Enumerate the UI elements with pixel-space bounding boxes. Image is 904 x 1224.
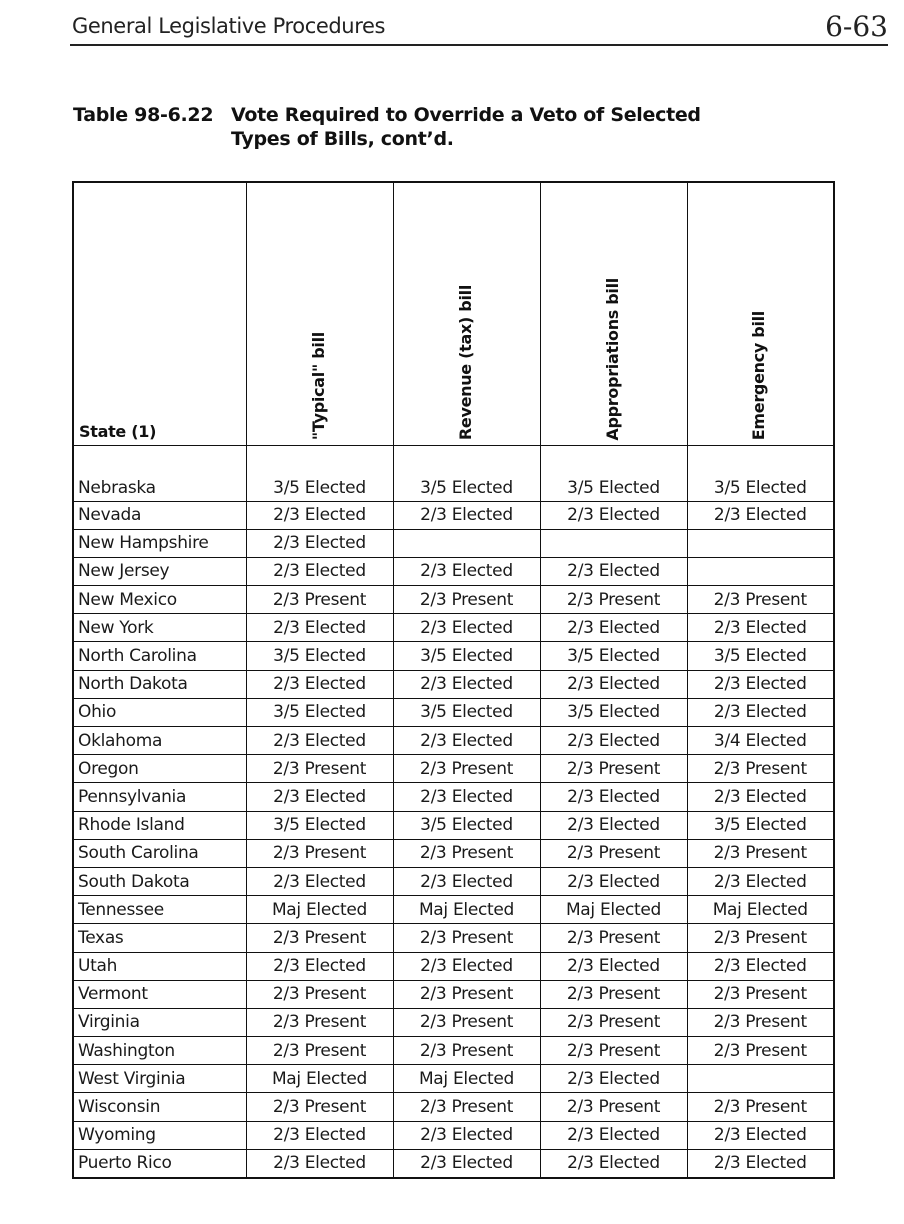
table-row: [73, 642, 834, 670]
table-row: [73, 529, 834, 557]
table-row: [73, 586, 834, 614]
vote-requirement-cell: 2/3 Present: [687, 1093, 834, 1121]
vote-requirement-cell: 2/3 Present: [540, 1093, 687, 1121]
table-row: [73, 867, 834, 895]
vote-requirement-cell: [687, 1065, 834, 1093]
vote-requirement-cell: 2/3 Present: [246, 1008, 393, 1036]
table-row: [73, 1065, 834, 1093]
state-name-cell: Texas: [73, 924, 246, 952]
vote-requirement-cell: 2/3 Elected: [393, 1149, 540, 1177]
table-row: [73, 811, 834, 839]
vote-requirement-cell: 2/3 Elected: [393, 501, 540, 529]
table-row: [73, 698, 834, 726]
vote-requirement-cell: 2/3 Present: [687, 924, 834, 952]
vote-requirement-cell: 3/5 Elected: [246, 642, 393, 670]
vote-requirement-cell: 2/3 Present: [246, 755, 393, 783]
vote-requirement-cell: 2/3 Present: [393, 1037, 540, 1065]
vote-requirement-cell: Maj Elected: [687, 896, 834, 924]
state-name-cell: New Hampshire: [73, 529, 246, 557]
table-row: [73, 501, 834, 529]
vote-requirement-cell: 3/5 Elected: [246, 445, 393, 501]
state-name-cell: Oklahoma: [73, 727, 246, 755]
column-header-label: State (1): [79, 421, 157, 441]
vote-requirement-cell: 3/4 Elected: [687, 727, 834, 755]
state-name-cell: North Dakota: [73, 670, 246, 698]
state-name-cell: Vermont: [73, 980, 246, 1008]
vote-requirement-cell: 2/3 Elected: [246, 727, 393, 755]
state-name-cell: Nevada: [73, 501, 246, 529]
vote-requirement-cell: 3/5 Elected: [687, 445, 834, 501]
state-name-cell: Puerto Rico: [73, 1149, 246, 1177]
vote-requirement-cell: 3/5 Elected: [540, 698, 687, 726]
vote-requirement-cell: 2/3 Present: [246, 839, 393, 867]
table-row: [73, 614, 834, 642]
vote-requirement-cell: 2/3 Elected: [687, 1121, 834, 1149]
vote-requirement-cell: 2/3 Present: [540, 755, 687, 783]
column-header-appropriations-bill: [540, 182, 687, 445]
vote-requirement-cell: 2/3 Elected: [540, 952, 687, 980]
column-header-label: Emergency bill: [749, 311, 769, 441]
table-header-row: [73, 182, 834, 445]
vote-requirement-cell: 2/3 Present: [393, 980, 540, 1008]
vote-requirement-cell: 2/3 Present: [687, 839, 834, 867]
vote-requirement-cell: 2/3 Present: [540, 839, 687, 867]
vote-requirement-cell: 2/3 Elected: [687, 1149, 834, 1177]
vote-requirement-cell: 3/5 Elected: [687, 811, 834, 839]
vote-requirement-cell: 2/3 Elected: [540, 811, 687, 839]
table-row: [73, 1037, 834, 1065]
vote-requirement-cell: 2/3 Elected: [540, 1149, 687, 1177]
vote-requirement-cell: 2/3 Elected: [687, 783, 834, 811]
vote-requirement-cell: 2/3 Present: [246, 980, 393, 1008]
state-name-cell: West Virginia: [73, 1065, 246, 1093]
running-header: [70, 12, 888, 46]
vote-requirement-cell: 2/3 Present: [540, 924, 687, 952]
state-name-cell: Tennessee: [73, 896, 246, 924]
state-name-cell: Ohio: [73, 698, 246, 726]
vote-requirement-cell: Maj Elected: [246, 896, 393, 924]
vote-requirement-cell: 2/3 Elected: [687, 867, 834, 895]
vote-requirement-cell: 3/5 Elected: [393, 642, 540, 670]
vote-requirement-cell: 2/3 Elected: [246, 501, 393, 529]
vote-requirement-cell: 2/3 Present: [393, 755, 540, 783]
vote-requirement-cell: 2/3 Elected: [393, 867, 540, 895]
vote-requirement-cell: 2/3 Elected: [246, 952, 393, 980]
vote-requirement-cell: 3/5 Elected: [687, 642, 834, 670]
state-name-cell: Wyoming: [73, 1121, 246, 1149]
vote-requirement-cell: 2/3 Present: [687, 586, 834, 614]
column-header-revenue-bill: [393, 182, 540, 445]
state-name-cell: Washington: [73, 1037, 246, 1065]
column-header-label: Appropriations bill: [602, 277, 622, 441]
vote-requirement-cell: Maj Elected: [393, 1065, 540, 1093]
table-row: [73, 924, 834, 952]
state-name-cell: Oregon: [73, 755, 246, 783]
table-row: [73, 952, 834, 980]
vote-requirement-cell: 2/3 Present: [246, 924, 393, 952]
state-name-cell: Pennsylvania: [73, 783, 246, 811]
table-row: [73, 1093, 834, 1121]
vote-requirement-cell: 2/3 Elected: [246, 867, 393, 895]
vote-requirement-cell: 2/3 Present: [687, 1008, 834, 1036]
vote-requirement-cell: 2/3 Present: [540, 1037, 687, 1065]
state-name-cell: Wisconsin: [73, 1093, 246, 1121]
state-name-cell: Rhode Island: [73, 811, 246, 839]
vote-requirement-cell: 2/3 Present: [393, 839, 540, 867]
vote-requirement-cell: 2/3 Elected: [540, 1065, 687, 1093]
vote-requirement-cell: 2/3 Elected: [246, 783, 393, 811]
vote-requirement-cell: 2/3 Elected: [393, 670, 540, 698]
column-header-label: "Typical" bill: [308, 332, 328, 441]
vote-requirement-cell: [687, 557, 834, 585]
table-row: [73, 1008, 834, 1036]
vote-requirement-cell: 2/3 Elected: [687, 698, 834, 726]
table-row: [73, 1149, 834, 1177]
vote-requirement-cell: 2/3 Present: [687, 755, 834, 783]
state-name-cell: Utah: [73, 952, 246, 980]
vote-requirement-cell: 2/3 Elected: [687, 670, 834, 698]
state-name-cell: South Dakota: [73, 867, 246, 895]
column-header-typical-bill: [246, 182, 393, 445]
table-row: [73, 980, 834, 1008]
vote-requirement-cell: 2/3 Elected: [540, 867, 687, 895]
state-name-cell: South Carolina: [73, 839, 246, 867]
vote-requirement-cell: 2/3 Present: [687, 1037, 834, 1065]
state-name-cell: North Carolina: [73, 642, 246, 670]
vote-requirement-cell: 2/3 Elected: [393, 783, 540, 811]
column-header-emergency-bill: [687, 182, 834, 445]
vote-requirement-cell: 2/3 Elected: [540, 1121, 687, 1149]
table-row: [73, 670, 834, 698]
vote-requirement-cell: [540, 529, 687, 557]
vote-requirement-cell: 2/3 Elected: [246, 1149, 393, 1177]
table-caption-title: Vote Required to Override a Veto of Selected Types of Bills, cont’d.: [231, 104, 701, 150]
column-header-label: Revenue (tax) bill: [455, 285, 475, 441]
vote-requirement-cell: Maj Elected: [540, 896, 687, 924]
vote-requirement-cell: 3/5 Elected: [246, 811, 393, 839]
table-row: [73, 445, 834, 501]
table-row: [73, 839, 834, 867]
table-row: [73, 1121, 834, 1149]
vote-requirement-cell: [687, 529, 834, 557]
vote-requirement-cell: 2/3 Present: [540, 586, 687, 614]
vote-requirement-cell: 2/3 Elected: [540, 614, 687, 642]
vote-requirement-cell: 2/3 Elected: [393, 952, 540, 980]
vote-requirement-cell: 2/3 Present: [246, 586, 393, 614]
table-row: [73, 783, 834, 811]
vote-requirement-cell: 3/5 Elected: [540, 642, 687, 670]
vote-requirement-cell: 2/3 Elected: [393, 614, 540, 642]
vote-requirement-cell: 2/3 Elected: [246, 557, 393, 585]
vote-requirement-cell: 2/3 Elected: [246, 1121, 393, 1149]
vote-requirement-cell: 2/3 Elected: [687, 952, 834, 980]
vote-requirement-cell: 2/3 Elected: [540, 501, 687, 529]
vote-requirement-cell: 3/5 Elected: [393, 698, 540, 726]
vote-requirement-cell: Maj Elected: [246, 1065, 393, 1093]
vote-requirement-cell: 3/5 Elected: [540, 445, 687, 501]
vote-requirement-cell: [393, 529, 540, 557]
vote-requirement-cell: 2/3 Present: [393, 586, 540, 614]
vote-requirement-cell: 2/3 Elected: [246, 614, 393, 642]
vote-requirement-cell: 2/3 Elected: [393, 727, 540, 755]
state-name-cell: New York: [73, 614, 246, 642]
vote-requirement-cell: 2/3 Elected: [540, 670, 687, 698]
vote-requirement-cell: 2/3 Elected: [687, 614, 834, 642]
vote-requirement-cell: 2/3 Present: [246, 1037, 393, 1065]
vote-requirement-cell: 2/3 Present: [687, 980, 834, 1008]
vote-requirement-cell: 2/3 Present: [393, 1008, 540, 1036]
vote-requirement-cell: 3/5 Elected: [246, 698, 393, 726]
vote-requirement-cell: Maj Elected: [393, 896, 540, 924]
table-row: [73, 557, 834, 585]
vote-requirement-cell: 2/3 Present: [540, 1008, 687, 1036]
running-header-title: General Legislative Procedures: [72, 14, 386, 38]
table-row: [73, 755, 834, 783]
vote-requirement-cell: 2/3 Present: [540, 980, 687, 1008]
vote-requirement-cell: 2/3 Elected: [540, 557, 687, 585]
vote-requirement-cell: 2/3 Elected: [393, 557, 540, 585]
state-name-cell: Nebraska: [73, 445, 246, 501]
column-header-state: [73, 182, 246, 445]
table-row: [73, 727, 834, 755]
vote-requirement-cell: 3/5 Elected: [393, 445, 540, 501]
vote-requirement-cell: 2/3 Elected: [246, 670, 393, 698]
state-name-cell: New Mexico: [73, 586, 246, 614]
vote-requirement-cell: 2/3 Present: [393, 924, 540, 952]
vote-requirement-cell: 3/5 Elected: [393, 811, 540, 839]
table-row: [73, 896, 834, 924]
vote-requirement-cell: 2/3 Present: [246, 1093, 393, 1121]
vote-requirement-cell: 2/3 Elected: [540, 783, 687, 811]
state-name-cell: New Jersey: [73, 557, 246, 585]
vote-requirement-cell: 2/3 Present: [393, 1093, 540, 1121]
vote-requirement-cell: 2/3 Elected: [246, 529, 393, 557]
state-name-cell: Virginia: [73, 1008, 246, 1036]
vote-requirement-cell: 2/3 Elected: [393, 1121, 540, 1149]
table-body: [73, 445, 834, 1178]
page-number: 6-63: [825, 10, 888, 43]
vote-requirement-cell: 2/3 Elected: [687, 501, 834, 529]
veto-override-table: [72, 181, 835, 1179]
table-caption-label: Table 98-6.22: [73, 104, 214, 126]
vote-requirement-cell: 2/3 Elected: [540, 727, 687, 755]
